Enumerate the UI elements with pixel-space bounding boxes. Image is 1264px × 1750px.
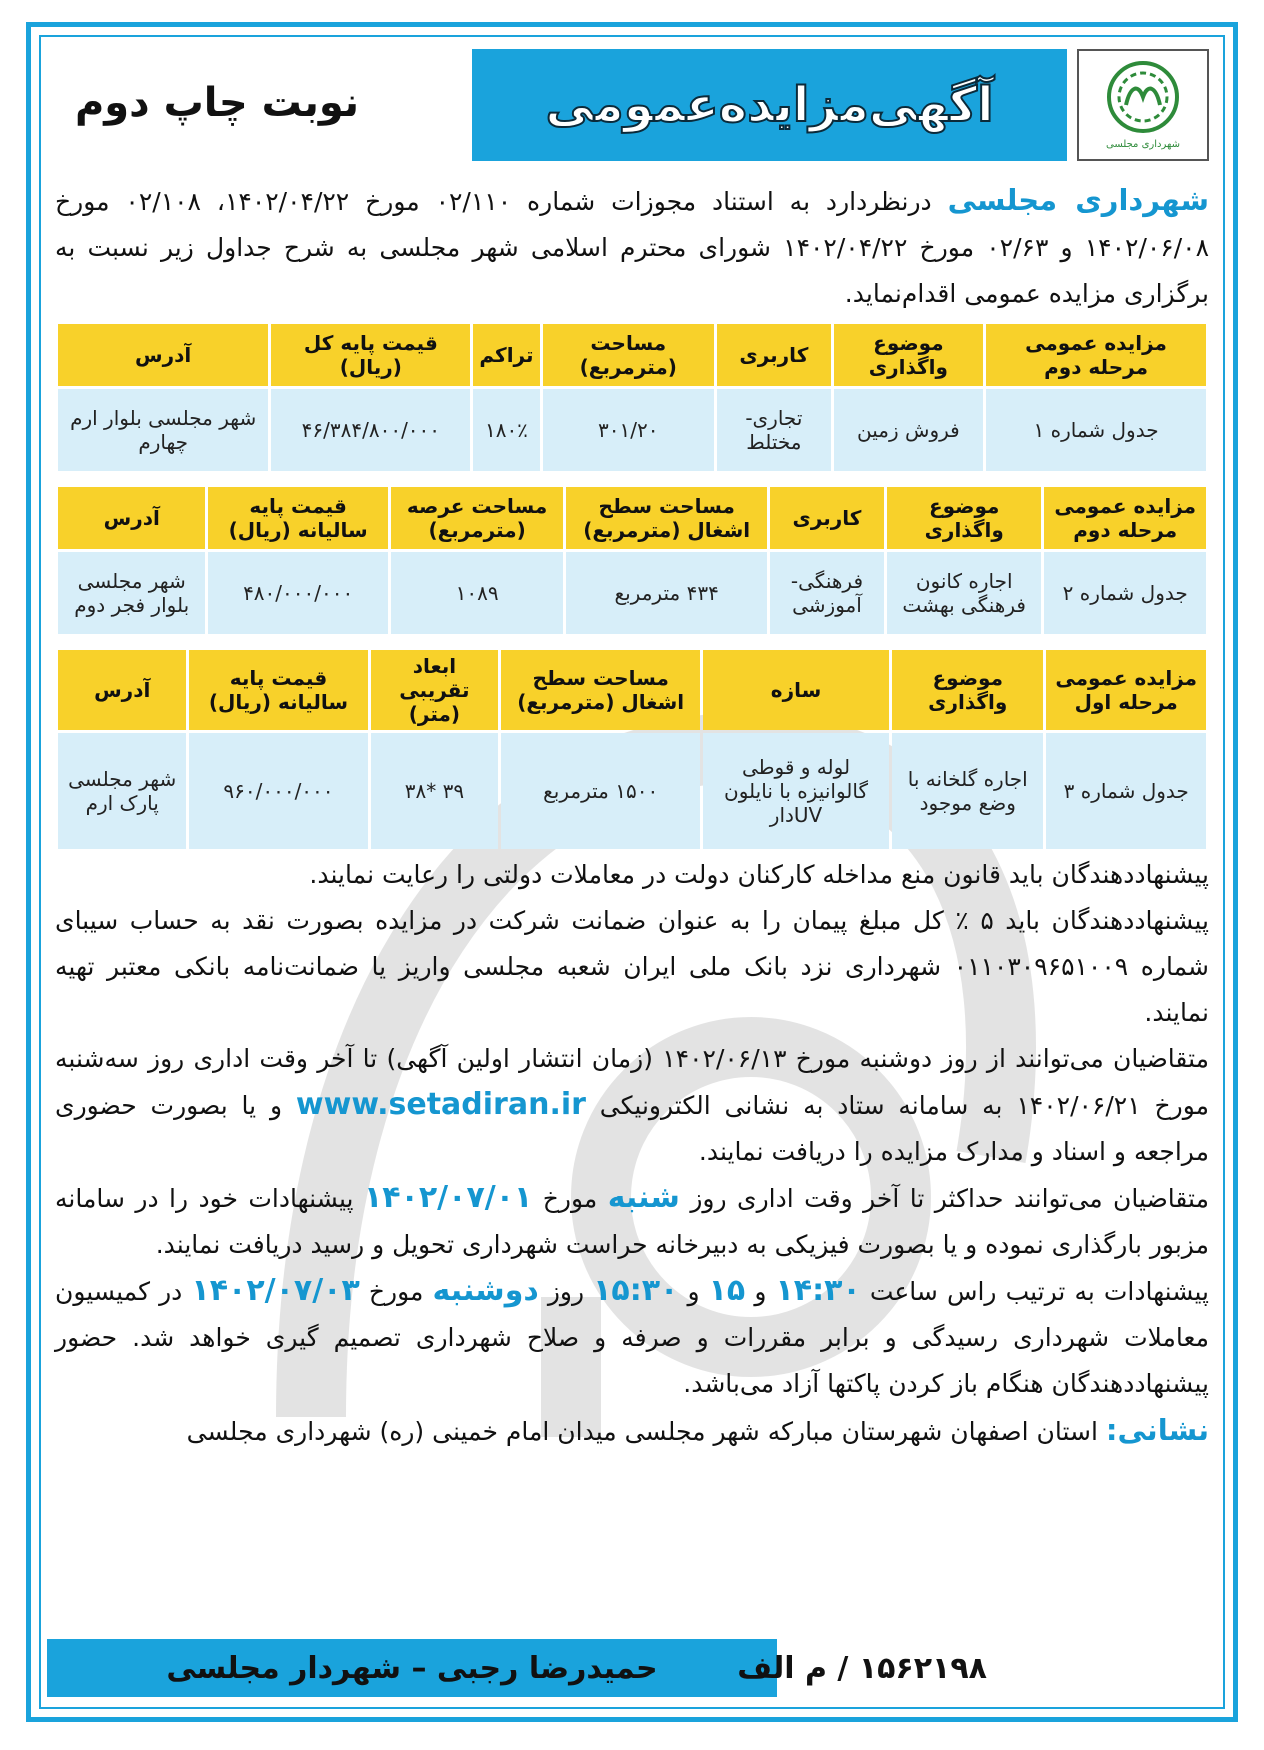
table-header: ابعاد تقریبی (متر): [371, 650, 499, 730]
auction-table-1: [55, 321, 1209, 474]
table-header: قیمت پایه کل (ریال): [271, 324, 470, 386]
table-header-row: [58, 487, 1206, 549]
header: [47, 43, 1217, 165]
paragraph-text: در کمیسیون معاملات شهرداری رسیدگی و برابر مقررات و صرفه و صلاح شهرداری تصمیم گیری خواهد شد. حضور پیشنهاددهندگان هنگام باز کردن پاکتها آزاد می‌باشد.: [55, 1277, 1209, 1398]
table-cell: ۴۸۰/۰۰۰/۰۰۰: [208, 552, 387, 634]
table-cell: ۱۵۰۰ مترمربع: [501, 733, 700, 849]
table-cell: اجاره کانون فرهنگی بهشت: [887, 552, 1041, 634]
table-cell: ۴۳۴ مترمربع: [566, 552, 767, 634]
table-header: آدرس: [58, 324, 268, 386]
table-header-row: [58, 650, 1206, 730]
municipality-name: شهرداری مجلسی: [947, 183, 1209, 217]
table-header: سازه: [703, 650, 889, 730]
paragraph-text: مورخ: [532, 1184, 608, 1213]
notice-body: [55, 177, 1209, 1455]
table-header: موضوع واگذاری: [892, 650, 1043, 730]
intro-paragraph: [55, 177, 1209, 317]
opening-time-1: ۱۴:۳۰: [775, 1273, 861, 1308]
opening-day: دوشنبه: [432, 1273, 539, 1308]
table-cell: لوله و قوطی گالوانیزه با نایلون UVدار: [703, 733, 889, 849]
table-header: مساحت (مترمربع): [543, 324, 715, 386]
table-header: مساحت سطح اشغال (مترمربع): [501, 650, 700, 730]
opening-date: ۱۴۰۲/۰۷/۰۳: [191, 1273, 360, 1308]
svg-text:شهرداری مجلسی: شهرداری مجلسی: [1106, 139, 1180, 150]
table-cell: ۱۰۸۹: [391, 552, 563, 634]
table-header: کاربری: [717, 324, 831, 386]
table-header: قیمت پایه سالیانه (ریال): [208, 487, 387, 549]
table-row: [58, 389, 1206, 471]
footer: [47, 1639, 1217, 1699]
signature: حمیدرضا رجبی – شهردار مجلسی: [166, 1650, 658, 1686]
opening-time-3: ۱۵:۳۰: [593, 1273, 679, 1308]
paragraph-documents: [55, 1036, 1209, 1175]
signature-band: [47, 1639, 777, 1697]
paragraph-text: و: [745, 1277, 776, 1306]
paragraph-text: مورخ: [359, 1277, 433, 1306]
logo: [1077, 49, 1209, 161]
table-header: موضوع واگذاری: [887, 487, 1041, 549]
table-row: [58, 733, 1206, 849]
table-cell: ۳۰۱/۲۰: [543, 389, 715, 471]
paragraph-conflict-law: پیشنهاددهندگان باید قانون منع مداخله کارکنان دولت در معاملات دولتی را رعایت نمایند.: [309, 860, 1209, 889]
table-cell: شهر مجلسی بلوار فجر دوم: [58, 552, 205, 634]
table-cell: فروش زمین: [834, 389, 983, 471]
table-cell: ۴۶/۳۸۴/۸۰۰/۰۰۰: [271, 389, 470, 471]
address-label: نشانی:: [1105, 1413, 1209, 1447]
table-cell: جدول شماره ۳: [1046, 733, 1206, 849]
table-cell: تجاری-مختلط: [717, 389, 831, 471]
municipality-logo-icon: [1098, 57, 1188, 153]
table-cell: اجاره گلخانه با وضع موجود: [892, 733, 1043, 849]
notice-inner-border: [39, 35, 1225, 1709]
opening-time-2: ۱۵: [708, 1273, 746, 1308]
table-header: کاربری: [770, 487, 884, 549]
paragraph-text: و: [678, 1277, 709, 1306]
table-header-row: [58, 324, 1206, 386]
table-cell: فرهنگی-آموزشی: [770, 552, 884, 634]
paragraph-text: و یا بصورت حضوری مراجعه و اسناد و مدارک مزایده را دریافت نمایند.: [55, 1091, 1209, 1166]
submission-date: ۱۴۰۲/۰۷/۰۱: [363, 1180, 533, 1215]
table-header: آدرس: [58, 650, 186, 730]
table-header: تراکم: [473, 324, 539, 386]
table-header: مزایده عمومی مرحله دوم: [1044, 487, 1206, 549]
intro-text: درنظردارد به استناد مجوزات شماره ۰۲/۱۱۰ مورخ ۱۴۰۲/۰۴/۲۲، ۰۲/۱۰۸ مورخ ۱۴۰۲/۰۶/۰۸ و ۰۲/۶۳ مورخ ۱۴۰۲/۰۴/۲۲ شورای محترم اسلامی شهر مجلسی به شرح جداول زیر نسبت به برگزاری مزایده عمومی اقدام‌نماید.: [55, 187, 1210, 308]
paragraph-submission: [55, 1175, 1209, 1268]
table-cell: شهر مجلسی بلوار ارم چهارم: [58, 389, 268, 471]
table-cell: شهر مجلسی پارک ارم: [58, 733, 186, 849]
notice-frame: [26, 22, 1238, 1722]
table-header: مساحت سطح اشغال (مترمربع): [566, 487, 767, 549]
address-line: [55, 1407, 1209, 1455]
paragraph-text: روز: [538, 1277, 594, 1306]
table-row: [58, 552, 1206, 634]
table-header: قیمت پایه سالیانه (ریال): [189, 650, 367, 730]
paragraph-text: متقاضیان می‌توانند از روز دوشنبه مورخ ۱۴۰۲/۰۶/۱۳ (زمان انتشار اولین آگهی) تا آخر وقت اداری روز سه‌شنبه مورخ ۱۴۰۲/۰۶/۲۱ به سامانه ستاد به نشانی الکترونیکی: [55, 1044, 1210, 1120]
table-header: مزایده عمومی مرحله دوم: [986, 324, 1206, 386]
table-header: آدرس: [58, 487, 205, 549]
auction-table-2: [55, 484, 1209, 637]
table-header: موضوع واگذاری: [834, 324, 983, 386]
table-cell: جدول شماره ۱: [986, 389, 1206, 471]
title-band: [472, 49, 1067, 161]
submission-day: شنبه: [607, 1180, 680, 1215]
table-header: مزایده عمومی مرحله اول: [1046, 650, 1206, 730]
paragraph-text: پیشنهادات خود را در سامانه مزبور بارگذاری نموده و یا بصورت فیزیکی به دبیرخانه حراست شهرداری تحویل و رسید دریافت نمایند.: [55, 1184, 1209, 1259]
notice-title: آگهی‌مزایده‌عمومی: [545, 77, 994, 133]
table-cell: ۱۸۰٪: [473, 389, 539, 471]
paragraph-opening: [55, 1268, 1209, 1407]
paragraph-text: پیشنهادات به ترتیب راس ساعت: [860, 1277, 1209, 1306]
setadiran-link[interactable]: www.setadiran.ir: [295, 1087, 586, 1122]
print-round-label: نوبت چاپ دوم: [74, 80, 360, 126]
table-cell: ۳۹ *۳۸: [371, 733, 499, 849]
address-text: استان اصفهان شهرستان مبارکه شهر مجلسی میدان امام خمینی (ره) شهرداری مجلسی: [186, 1417, 1106, 1446]
table-cell: ۹۶۰/۰۰۰/۰۰۰: [189, 733, 367, 849]
reference-number: ۱۵۶۲۱۹۸ / م الف: [737, 1650, 987, 1686]
table-cell: جدول شماره ۲: [1044, 552, 1206, 634]
table-header: مساحت عرصه (مترمربع): [391, 487, 563, 549]
auction-table-3: [55, 647, 1209, 852]
paragraph-guarantee: پیشنهاددهندگان باید ۵ ٪ کل مبلغ پیمان را به عنوان ضمانت شرکت در مزایده بصورت نقد به حساب سیبای شماره ۰۱۱۰۳۰۹۶۵۱۰۰۹ شهرداری نزد بانک ملی ایران شعبه مجلسی واریز یا ضمانت‌نامه بانکی معتبر تهیه نمایند.: [55, 906, 1210, 1027]
paragraph-text: متقاضیان می‌توانند حداکثر تا آخر وقت اداری روز: [679, 1184, 1209, 1213]
